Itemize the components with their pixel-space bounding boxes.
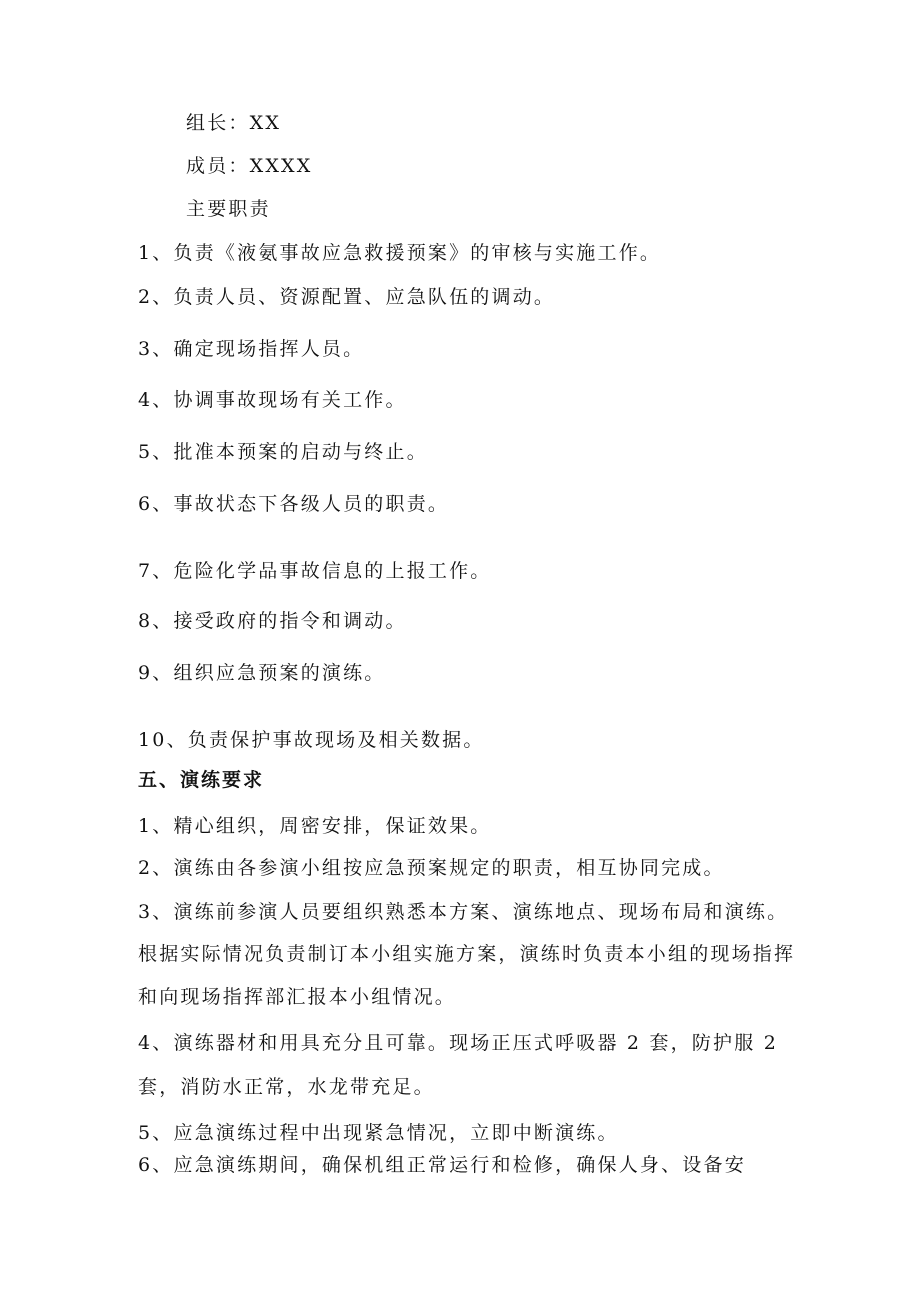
requirement-item: 5、应急演练过程中出现紧急情况，立即中断演练。: [138, 1122, 619, 1144]
section-title: 五、演练要求: [138, 769, 265, 791]
requirement-continuation: 根据实际情况负责制订本小组实施方案，演练时负责本小组的现场指挥: [138, 943, 796, 965]
leader-line: 组长：XX: [186, 112, 282, 134]
requirement-item: 4、演练器材和用具充分且可靠。现场正压式呼吸器 2 套，防护服 2: [138, 1032, 778, 1054]
duty-item: 8、接受政府的指令和调动。: [138, 610, 407, 632]
requirement-item: 6、应急演练期间，确保机组正常运行和检修，确保人身、设备安: [138, 1154, 746, 1176]
requirement-item: 3、演练前参演人员要组织熟悉本方案、演练地点、现场布局和演练。: [138, 901, 789, 923]
duty-item: 1、负责《液氨事故应急救援预案》的审核与实施工作。: [138, 242, 662, 264]
duty-item: 9、组织应急预案的演练。: [138, 662, 386, 684]
duty-item: 3、确定现场指挥人员。: [138, 338, 365, 360]
requirement-item: 1、精心组织，周密安排，保证效果。: [138, 815, 492, 837]
requirement-item: 2、演练由各参演小组按应急预案规定的职责，相互协同完成。: [138, 857, 725, 879]
duty-item: 5、批准本预案的启动与终止。: [138, 441, 428, 463]
requirement-continuation: 和向现场指挥部汇报本小组情况。: [138, 986, 457, 1008]
duties-title: 主要职责: [186, 198, 271, 220]
duty-item: 6、事故状态下各级人员的职责。: [138, 493, 450, 515]
duty-item: 10、负责保护事故现场及相关数据。: [138, 729, 485, 751]
duty-item: 7、危险化学品事故信息的上报工作。: [138, 560, 492, 582]
members-line: 成员：XXXX: [186, 155, 313, 177]
duty-item: 2、负责人员、资源配置、应急队伍的调动。: [138, 286, 556, 308]
requirement-continuation: 套，消防水正常，水龙带充足。: [138, 1076, 435, 1098]
duty-item: 4、协调事故现场有关工作。: [138, 389, 407, 411]
